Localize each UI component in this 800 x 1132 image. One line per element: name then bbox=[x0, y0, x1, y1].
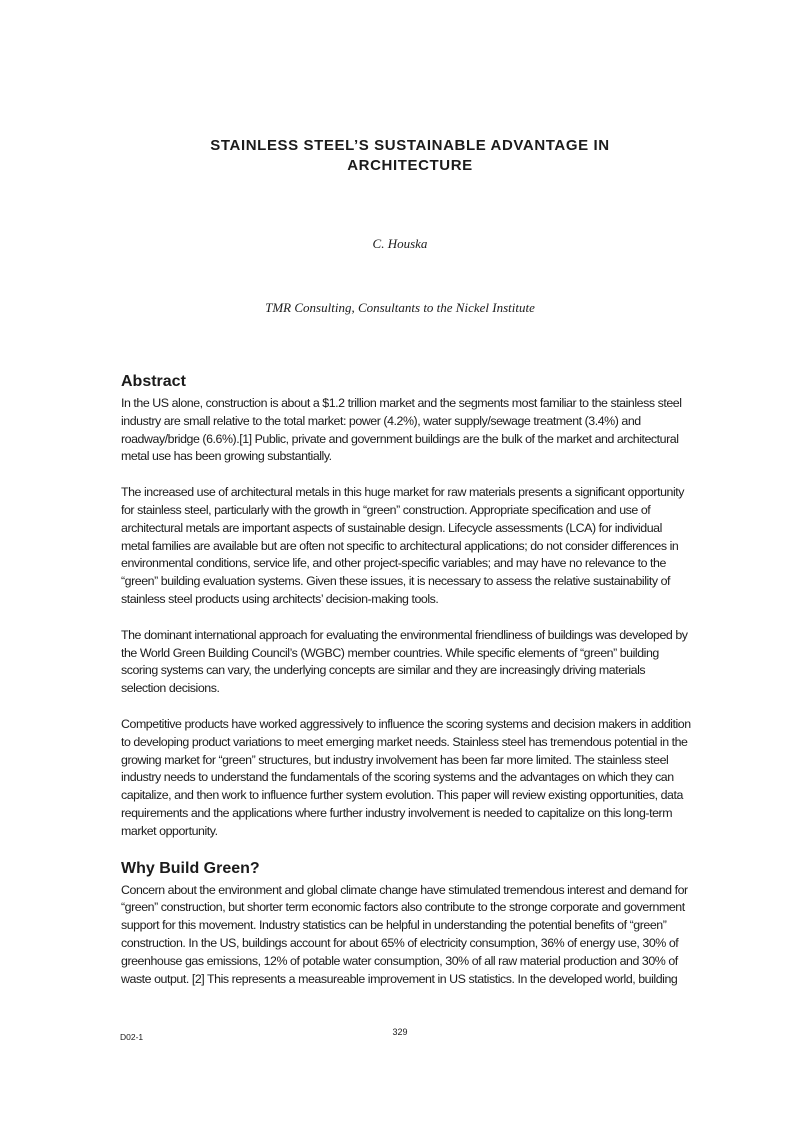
paper-body bbox=[121, 372, 691, 988]
abstract-heading: Abstract bbox=[121, 373, 186, 390]
why-build-green-heading: Why Build Green? bbox=[121, 859, 260, 877]
abstract-paragraph-1: In the US alone, construction is about a $1.2 trillion market and the segments most familiar to the stainless steel industry are small relative to the total market: power (4.2%), water supply/sewage treatment (3.4%) and roadway/bridge (6.6%).[1] Public, private and government buildings are the bulk of the market and architectural metal use has been growing substantially. bbox=[121, 396, 682, 464]
abstract-paragraph-2: The increased use of architectural metals in this huge market for raw materials presents a significant opportunity for stainless steel, particularly with the growth in “green” construction. Appropriate specification and use of architectural metals are important aspects of sustainable design. Lifecycle assessments (LCA) for individual metal families are available but are often not specific to architectural applications; do not consider differences in environmental conditions, service life, and other project-specific variables; and may have no relevance to the “green” building evaluation systems. Given these issues, it is necessary to assess the relative sustainability of stainless steel products using architects’ decision-making tools. bbox=[121, 485, 685, 606]
abstract-paragraph-3: The dominant international approach for evaluating the environmental friendliness of buildings was developed by the World Green Building Council’s (WGBC) member countries. While specific elements of “green” building scoring systems can vary, the underlying concepts are similar and they are increasingly driving materials selection decisions. bbox=[121, 627, 688, 696]
title-line-2: ARCHITECTURE bbox=[347, 157, 473, 174]
title-line-1: STAINLESS STEEL’S SUSTAINABLE ADVANTAGE IN bbox=[210, 137, 610, 154]
abstract-paragraph-4: Competitive products have worked aggressively to influence the scoring systems and decision makers in addition to developing product variations to meet emerging market needs. Stainless steel has tremendous potential in the growing market for “green” structures, but industry involvement has been far more limited. The stainless steel industry needs to understand the fundamentals of the scoring systems and the advantages on which they can capitalize, and then work to influence further system evolution. This paper will review existing opportunities, data requirements and the applications where further industry involvement is needed to capitalize on this long-term market opportunity. bbox=[121, 716, 691, 838]
document-code: D02-1 bbox=[120, 1032, 144, 1042]
why-build-green-paragraph-1: Concern about the environment and global climate change have stimulated tremendous interest and demand for “green” construction, but shorter term economic factors also contribute to the stronge corporate and government support for this movement. Industry statistics can be helpful in understanding the potential benefits of “green” construction. In the US, buildings account for about 65% of electricity consumption, 36% of energy use, 30% of greenhouse gas emissions, 12% of potable water consumption, 30% of all raw material production and 30% of waste output. [2] This represents a measureable improvement in US statistics. In the developed world, building bbox=[121, 882, 688, 986]
author-affiliation: TMR Consulting, Consultants to the Nickel Institute bbox=[265, 300, 535, 315]
paper-title bbox=[150, 136, 670, 176]
page-number: 329 bbox=[392, 1027, 408, 1037]
author-name: C. Houska bbox=[372, 236, 428, 251]
